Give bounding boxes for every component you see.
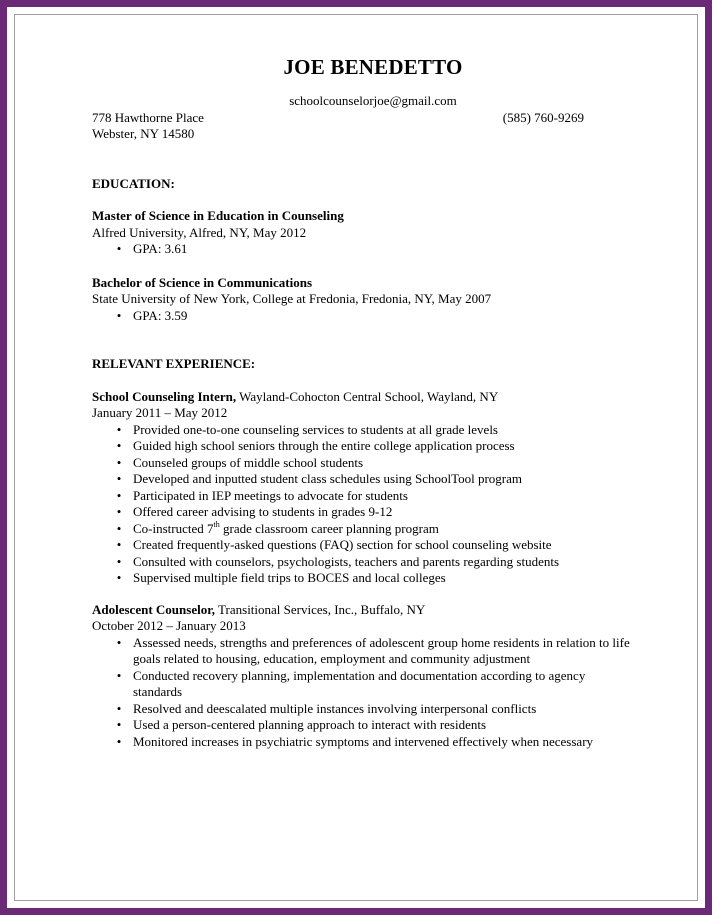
job-role: Adolescent Counselor, [92,601,216,617]
list-item: • Developed and inputted student class schedules using SchoolTool program [92,471,632,488]
gpa-item: • GPA: 3.61 [92,241,632,258]
address-line-1: 778 Hawthorne Place [92,109,204,125]
education-entry-masters [92,208,632,258]
email-address: schoolcounselorjoe@gmail.com [289,93,457,108]
job-duties [92,635,632,751]
job-duties [92,422,632,587]
bullet-icon: • [116,520,122,536]
experience-entry-intern [92,389,632,587]
bullet-icon: • [116,471,122,486]
list-item: • Offered career advising to students in grades 9-12 [92,504,632,521]
bullet-icon: • [116,570,122,585]
bullet-icon: • [116,487,122,503]
job-employer: Wayland-Cohocton Central School, Wayland, NY [236,388,499,404]
list-item: • Supervised multiple field trips to BOCES and local colleges [92,570,632,587]
list-item: • Monitored increases in psychiatric symptoms and intervened effectively when necessary [92,734,632,751]
job-dates: January 2011 – May 2012 [92,405,228,420]
job-header [92,602,632,619]
list-item: • Assessed needs, strengths and preferences of adolescent group home residents in relation to life goals related to housing, education, employment and community adjustment [92,635,632,668]
degree-details [92,308,632,325]
gpa-item: • GPA: 3.59 [92,308,632,325]
experience-entry-counselor [92,602,632,751]
list-item: • Provided one-to-one counseling services to students at all grade levels [92,422,632,439]
list-item: • Participated in IEP meetings to advocate for students [92,488,632,505]
bullet-icon: • [116,454,122,470]
job-employer: Transitional Services, Inc., Buffalo, NY [215,601,426,617]
list-item: • Counseled groups of middle school students [92,455,632,472]
job-dates: October 2012 – January 2013 [92,618,246,633]
bullet-icon: • [116,438,122,453]
resume-document [92,54,632,750]
list-item: • Consulted with counselors, psychologists, teachers and parents regarding students [92,554,632,571]
experience-heading: RELEVANT EXPERIENCE: [92,356,256,371]
bullet-icon: • [116,553,122,569]
bullet-icon: • [116,667,122,683]
bullet-icon: • [116,421,122,437]
list-item: • Resolved and deescalated multiple instances involving interpersonal conflicts [92,701,632,718]
list-item: • Guided high school seniors through the entire college application process [92,438,632,455]
degree-institution: Alfred University, Alfred, NY, May 2012 [92,224,307,240]
phone-number: (585) 760-9269 [502,109,584,125]
list-item: • Conducted recovery planning, implementation and documentation according to agency standards [92,668,632,701]
degree-title: Bachelor of Science in Communications [92,274,313,290]
contact-row [92,110,584,127]
bullet-icon: • [116,700,122,716]
degree-title: Master of Science in Education in Counseling [92,208,344,223]
bullet-icon: • [116,717,122,732]
list-item: • Created frequently-asked questions (FAQ) section for school counseling website [92,537,632,554]
bullet-icon: • [116,307,122,323]
bullet-icon: • [116,504,122,519]
bullet-icon: • [116,733,122,749]
resume-name: JOE BENEDETTO [283,55,463,79]
degree-details [92,241,632,258]
education-entry-bachelors [92,275,632,325]
bullet-icon: • [116,241,122,256]
superscript-th: th [213,519,220,529]
degree-institution: State University of New York, College at Fredonia, Fredonia, NY, May 2007 [92,291,492,306]
bullet-icon: • [116,634,122,650]
list-item: • Used a person-centered planning approach to interact with residents [92,717,632,734]
list-item: • Co-instructed 7th grade classroom career planning program [92,521,632,538]
bullet-icon: • [116,537,122,552]
address-line-2: Webster, NY 14580 [92,126,195,141]
education-heading: EDUCATION: [92,175,175,191]
job-role: School Counseling Intern, [92,388,237,404]
job-header [92,389,632,406]
